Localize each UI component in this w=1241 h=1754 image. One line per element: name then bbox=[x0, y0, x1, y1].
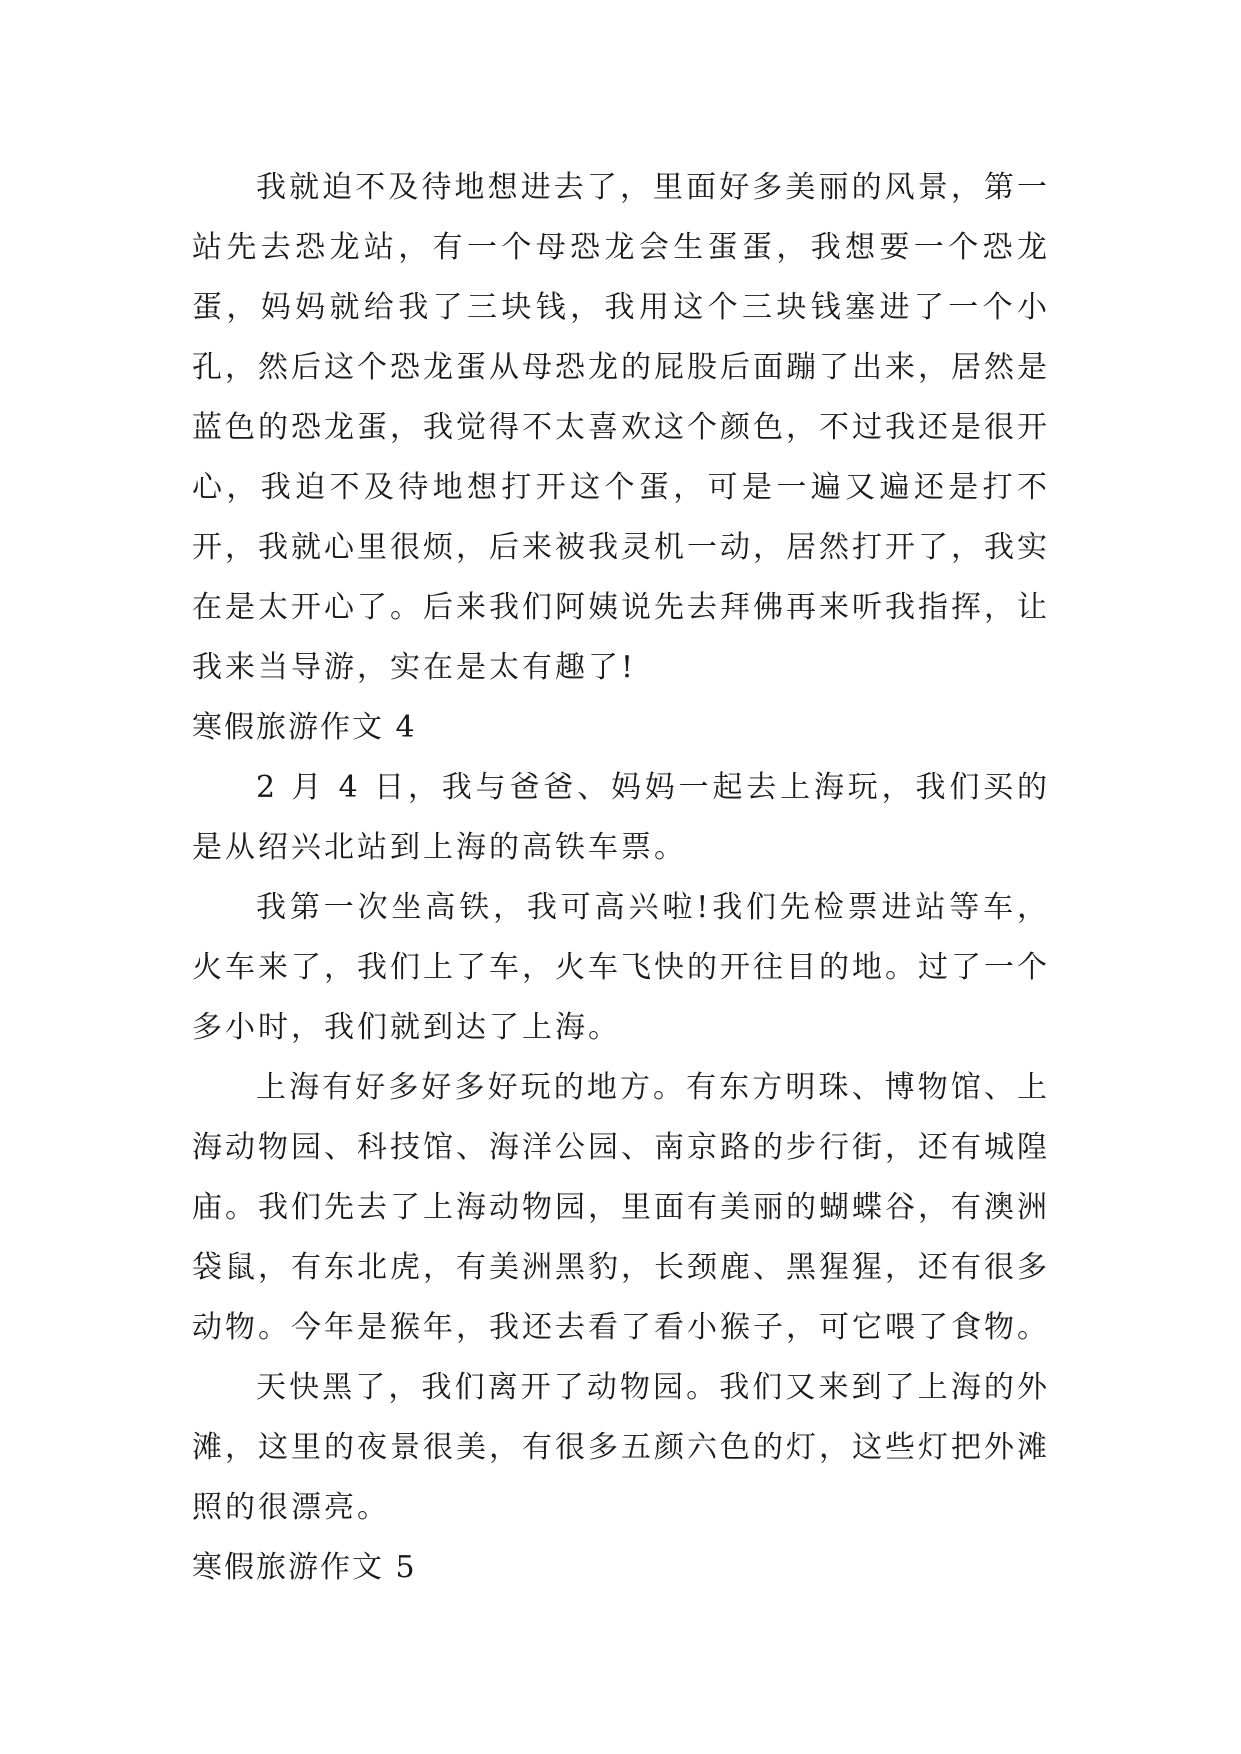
section-heading-4: 寒假旅游作文 4 bbox=[192, 710, 417, 745]
document-body bbox=[192, 158, 1050, 1598]
paragraph-shanghai-zoo: 上海有好多好多好玩的地方。有东方明珠、博物馆、上海动物园、科技馆、海洋公园、南京路的步行街，还有城隍庙。我们先去了上海动物园，里面有美丽的蝴蝶谷，有澳洲袋鼠，有东北虎，有美洲黑豹，长颈鹿、黑猩猩，还有很多动物。今年是猴年，我还去看了看小猴子，可它喂了食物。 bbox=[192, 1070, 1050, 1345]
paragraph-trip-date: 2 月 4 日，我与爸爸、妈妈一起去上海玩，我们买的是从绍兴北站到上海的高铁车票。 bbox=[192, 770, 1050, 865]
section-heading-5: 寒假旅游作文 5 bbox=[192, 1550, 417, 1585]
paragraph-dinosaur-egg: 我就迫不及待地想进去了，里面好多美丽的风景，第一站先去恐龙站，有一个母恐龙会生蛋蛋，我想要一个恐龙蛋，妈妈就给我了三块钱，我用这个三块钱塞进了一个小孔，然后这个恐龙蛋从母恐龙的屁股后面蹦了出来，居然是蓝色的恐龙蛋，我觉得不太喜欢这个颜色，不过我还是很开心，我迫不及待地想打开这个蛋，可是一遍又遍还是打不开，我就心里很烦，后来被我灵机一动，居然打开了，我实在是太开心了。后来我们阿姨说先去拜佛再来听我指挥，让我来当导游，实在是太有趣了! bbox=[192, 170, 1050, 685]
paragraph-the-bund: 天快黑了，我们离开了动物园。我们又来到了上海的外滩，这里的夜景很美，有很多五颜六色的灯，这些灯把外滩照的很漂亮。 bbox=[192, 1370, 1050, 1525]
paragraph-high-speed-train: 我第一次坐高铁，我可高兴啦!我们先检票进站等车，火车来了，我们上了车，火车飞快的开往目的地。过了一个多小时，我们就到达了上海。 bbox=[192, 890, 1050, 1045]
